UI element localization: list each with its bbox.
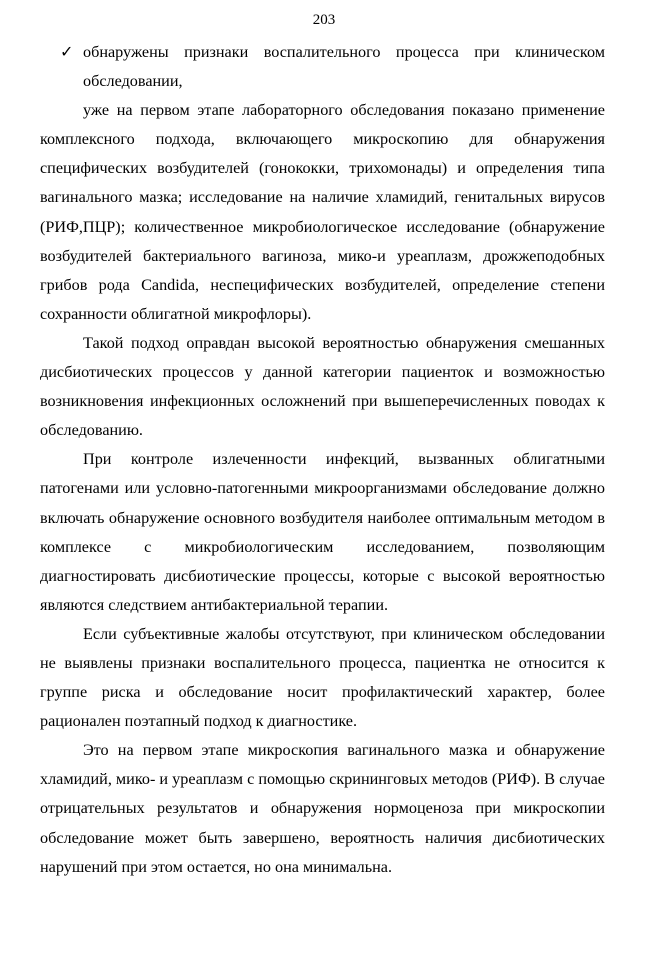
paragraph-staged-approach: Это на первом этапе микроскопия вагинального мазка и обнаружение хламидий, мико- и уреаплазм с помощью скрининговых методов (РИФ). В случае отрицательных результатов и обнаружения нормоценоза при микроскопии обследование может быть завершено, вероятность наличия дисбиотических нарушений при этом остается, но она минимальна. xyxy=(40,741,605,876)
bullet-item xyxy=(40,38,605,96)
paragraph-justification: Такой подход оправдан высокой вероятностью обнаружения смешанных дисбиотических процессов у данной категории пациенток и возможностью возникновения инфекционных осложнений при вышеперечисленных поводах к обследованию. xyxy=(40,333,605,440)
paragraph-no-complaints: Если субъективные жалобы отсутствуют, при клиническом обследовании не выявлены признаки воспалительного процесса, пациентка не относится к группе риска и обследование носит профилактический характер, более рационален поэтапный подход к диагностике. xyxy=(40,624,605,731)
bullet-text: обнаружены признаки воспалительного процесса при клиническом обследовании, xyxy=(83,43,605,91)
document-body xyxy=(40,38,605,882)
checkmark-icon: ✓ xyxy=(60,43,74,61)
paragraph-lab-approach: уже на первом этапе лабораторного обследования показано применение комплексного подхода, включающего микроскопию для обнаружения специфических возбудителей (гонококки, трихомонады) и определения типа вагинального мазка; исследование на наличие хламидий, генитальных вирусов (РИФ,ПЦР); количественное микробиологическое исследование (обнаружение возбудителей бактериального вагиноза, мико-и уреаплазм, дрожжеподобных грибов рода Candida, неспецифических возбудителей, определение степени сохранности облигатной микрофлоры). xyxy=(40,101,605,323)
paragraph-cure-control: При контроле излеченности инфекций, вызванных облигатными патогенами или условно-патогенными микроорганизмами обследование должно включать обнаружение основного возбудителя наиболее оптимальным методом в комплексе с микробиологическим исследованием, позволяющим диагностировать дисбиотические процессы, которые с высокой вероятностью являются следствием антибактериальной терапии. xyxy=(40,450,605,614)
page-number: 203 xyxy=(312,12,336,28)
